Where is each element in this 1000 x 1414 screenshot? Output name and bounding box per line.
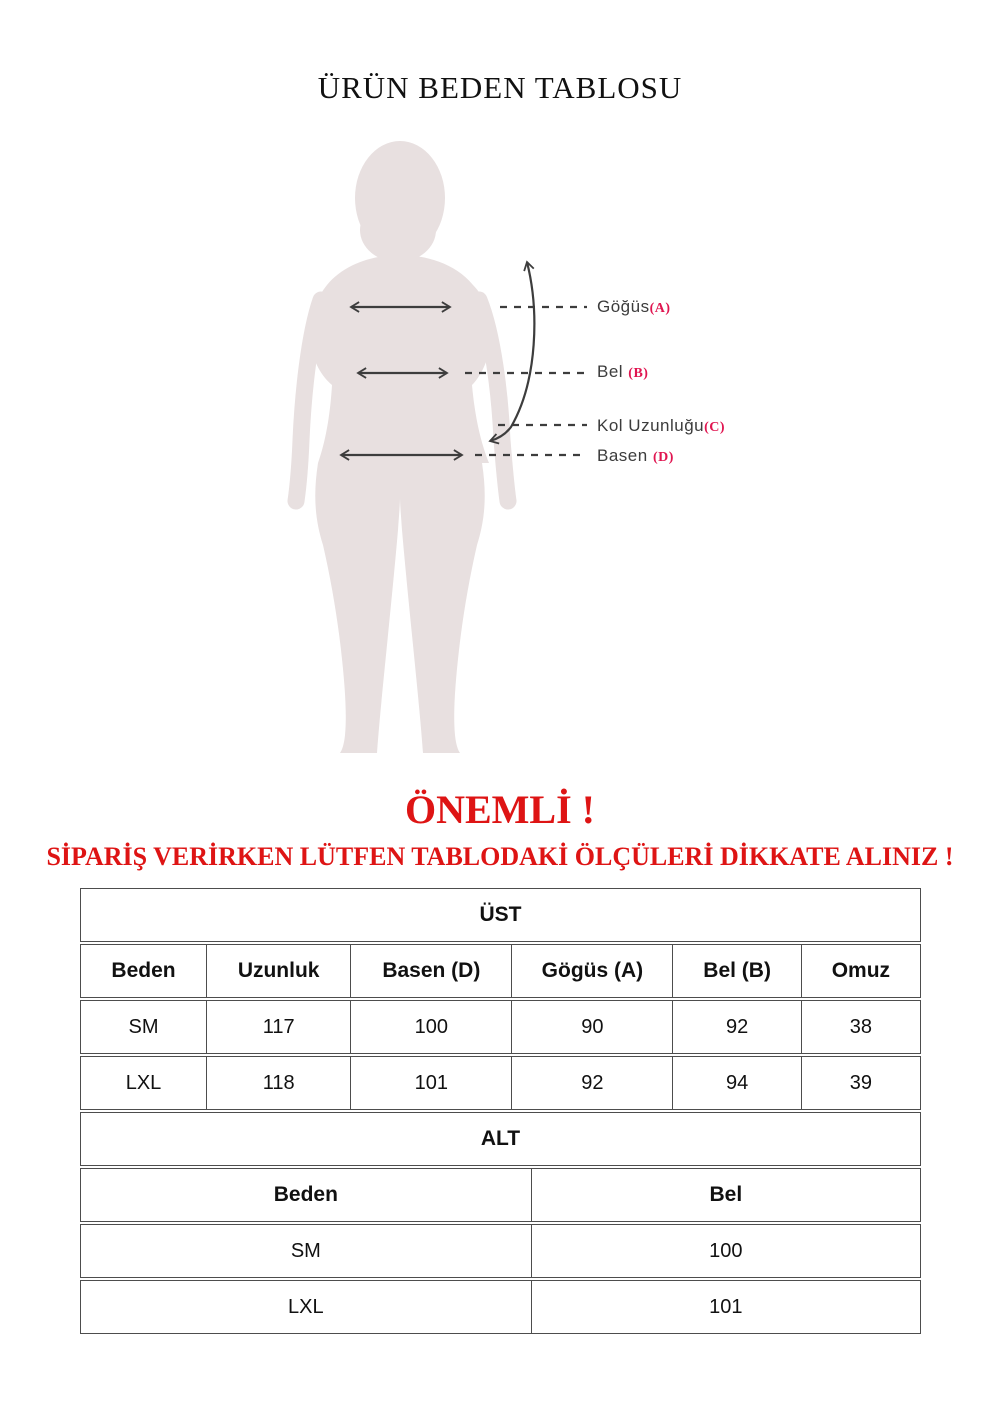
ust-col-gogus: Gögüs (A) <box>511 945 672 997</box>
ust-sm-bel: 92 <box>672 1001 800 1053</box>
label-chest <box>597 297 671 317</box>
alt-col-beden: Beden <box>273 1183 338 1206</box>
ust-col-bel: Bel (B) <box>672 945 800 997</box>
ust-col-basen: Basen (D) <box>350 945 511 997</box>
table-row <box>80 1056 921 1110</box>
label-chest-text: Göğüs <box>597 297 650 316</box>
label-hip-letter: (D) <box>652 450 674 465</box>
label-arm-length-text: Kol Uzunluğu <box>597 416 705 435</box>
page-title: ÜRÜN BEDEN TABLOSU <box>317 70 683 105</box>
body-silhouette <box>296 141 508 753</box>
important-note: SİPARİŞ VERİRKEN LÜTFEN TABLODAKİ ÖLÇÜLERİ DİKKATE ALINIZ ! <box>46 842 954 871</box>
ust-header-row <box>80 944 921 998</box>
alt-section-title: ALT <box>480 1127 521 1150</box>
ust-section-title: ÜST <box>479 903 522 926</box>
ust-lxl-basen: 101 <box>350 1057 511 1109</box>
ust-sm-beden: SM <box>128 1015 159 1038</box>
table-row <box>80 1224 921 1278</box>
label-waist-text: Bel <box>597 362 629 381</box>
ust-lxl-gogus: 92 <box>511 1057 672 1109</box>
alt-col-bel: Bel <box>531 1169 920 1221</box>
alt-header-row <box>80 1168 921 1222</box>
label-waist-letter: (B) <box>628 366 649 381</box>
size-tables <box>80 888 921 1336</box>
ust-sm-omuz: 38 <box>801 1001 920 1053</box>
important-heading: ÖNEMLİ ! <box>405 787 595 832</box>
ust-lxl-omuz: 39 <box>801 1057 920 1109</box>
ust-lxl-uzunluk: 118 <box>206 1057 350 1109</box>
label-waist <box>597 362 648 382</box>
label-arm-length-letter: (C) <box>704 420 726 435</box>
table-row <box>80 1000 921 1054</box>
label-hip-text: Basen <box>597 446 653 465</box>
ust-sm-basen: 100 <box>350 1001 511 1053</box>
ust-lxl-bel: 94 <box>672 1057 800 1109</box>
ust-col-beden: Beden <box>111 959 176 982</box>
label-chest-letter: (A) <box>649 301 671 316</box>
table-row <box>80 1280 921 1334</box>
alt-section-row <box>80 1112 921 1166</box>
ust-col-omuz: Omuz <box>801 945 920 997</box>
ust-lxl-beden: LXL <box>125 1071 162 1094</box>
alt-sm-beden: SM <box>290 1239 321 1262</box>
ust-section-row <box>80 888 921 942</box>
alt-sm-bel: 100 <box>531 1225 920 1277</box>
ust-sm-uzunluk: 117 <box>206 1001 350 1053</box>
ust-sm-gogus: 90 <box>511 1001 672 1053</box>
label-hip <box>597 446 674 466</box>
alt-lxl-beden: LXL <box>288 1295 324 1318</box>
ust-col-uzunluk: Uzunluk <box>206 945 350 997</box>
label-arm-length <box>597 416 725 436</box>
alt-lxl-bel: 101 <box>531 1281 920 1333</box>
